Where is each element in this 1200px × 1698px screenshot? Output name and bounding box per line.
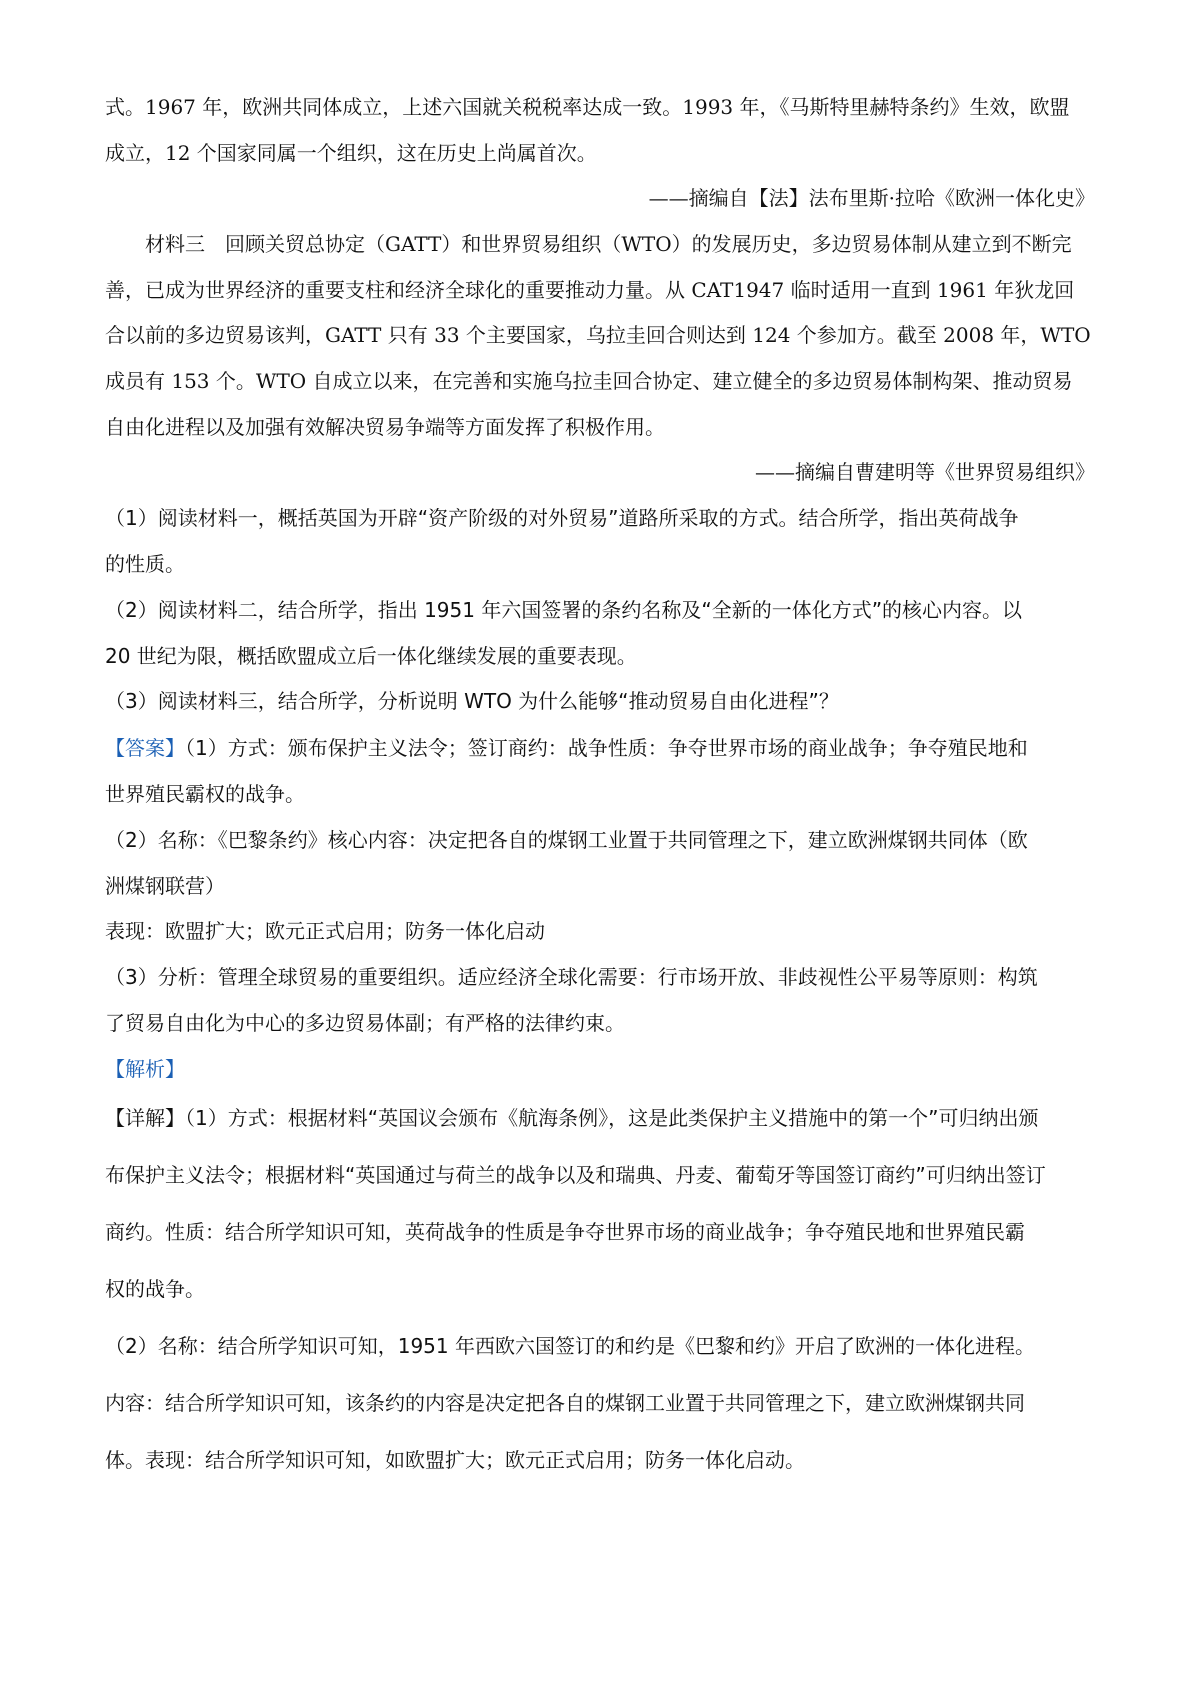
question-2-line-2: 20 世纪为限，概括欧盟成立后一体化继续发展的重要表现。: [105, 644, 637, 668]
question-3-line-1: （3）阅读材料三，结合所学，分析说明 WTO 为什么能够“推动贸易自由化进程”？: [105, 689, 839, 713]
detail-1-line-4: 权的战争。: [105, 1277, 205, 1301]
detail-2-line-1: （2）名称：结合所学知识可知，1951 年西欧六国签订的和约是《巴黎和约》开启了欧洲的一体化进程。: [105, 1334, 1035, 1358]
detail-tag: 【详解】: [105, 1106, 185, 1130]
material2-source: ——摘编自【法】法布里斯·拉哈《欧洲一体化史》: [648, 186, 1095, 210]
detail-1-line-3: 商约。性质：结合所学知识可知，英荷战争的性质是争夺世界市场的商业战争；争夺殖民地和世界殖民霸: [105, 1220, 1025, 1244]
answer-2-line-3: 表现：欧盟扩大；欧元正式启用；防务一体化启动: [105, 919, 545, 943]
answer-1-text: （1）方式：颁布保护主义法令；签订商约：战争性质：争夺世界市场的商业战争；争夺殖民地和: [185, 736, 1028, 760]
material2-line-1: 式。1967 年，欧洲共同体成立，上述六国就关税税率达成一致。1993 年，《马斯特里赫特条约》生效，欧盟: [105, 95, 1070, 119]
answer-2-line-2: 洲煤钢联营）: [105, 874, 225, 898]
material2-line-2: 成立，12 个国家同属一个组织，这在历史上尚属首次。: [105, 141, 597, 165]
material3-line-2: 善，已成为世界经济的重要支柱和经济全球化的重要推动力量。从 CAT1947 临时适用一直到 1961 年狄龙回: [105, 278, 1075, 302]
question-1-line-2: 的性质。: [105, 552, 185, 576]
material3-source: ——摘编自曹建明等《世界贸易组织》: [755, 460, 1095, 484]
question-1-line-1: （1）阅读材料一，概括英国为开辟“资产阶级的对外贸易”道路所采取的方式。结合所学，指出英荷战争: [105, 506, 1019, 530]
analysis-tag: 【解析】: [105, 1057, 185, 1081]
detail-1-text: （1）方式：根据材料“英国议会颁布《航海条例》，这是此类保护主义措施中的第一个”可归纳出颁: [185, 1106, 1039, 1130]
detail-2-line-2: 内容：结合所学知识可知，该条约的内容是决定把各自的煤钢工业置于共同管理之下，建立欧洲煤钢共同: [105, 1391, 1025, 1415]
answer-1-line-1: [105, 733, 1095, 763]
answer-3-line-1: （3）分析：管理全球贸易的重要组织。适应经济全球化需要：行市场开放、非歧视性公平易等原则：构筑: [105, 965, 1038, 989]
detail-1-line-2: 布保护主义法令；根据材料“英国通过与荷兰的战争以及和瑞典、丹麦、葡萄牙等国签订商约”可归纳出签订: [105, 1163, 1046, 1187]
material3-line-5: 自由化进程以及加强有效解决贸易争端等方面发挥了积极作用。: [105, 415, 665, 439]
answer-tag: 【答案】: [105, 736, 185, 760]
material3-line-1: 材料三 回顾关贸总协定（GATT）和世界贸易组织（WTO）的发展历史，多边贸易体制从建立到不断完: [145, 232, 1072, 256]
answer-1-line-2: 世界殖民霸权的战争。: [105, 782, 305, 806]
detail-2-line-3: 体。表现：结合所学知识可知，如欧盟扩大；欧元正式启用；防务一体化启动。: [105, 1448, 805, 1472]
answer-3-line-2: 了贸易自由化为中心的多边贸易体副；有严格的法律约束。: [105, 1011, 625, 1035]
answer-2-line-1: （2）名称：《巴黎条约》核心内容：决定把各自的煤钢工业置于共同管理之下，建立欧洲煤钢共同体（欧: [105, 828, 1028, 852]
material3-line-3: 合以前的多边贸易该判，GATT 只有 33 个主要国家，乌拉圭回合则达到 124 个参加方。截至 2008 年，WTO: [105, 323, 1091, 347]
material3-line-4: 成员有 153 个。WTO 自成立以来，在完善和实施乌拉圭回合协定、建立健全的多边贸易体制构架、推动贸易: [105, 369, 1073, 393]
question-2-line-1: （2）阅读材料二，结合所学，指出 1951 年六国签署的条约名称及“全新的一体化方式”的核心内容。以: [105, 598, 1023, 622]
detail-1-line-1: [105, 1103, 1095, 1133]
